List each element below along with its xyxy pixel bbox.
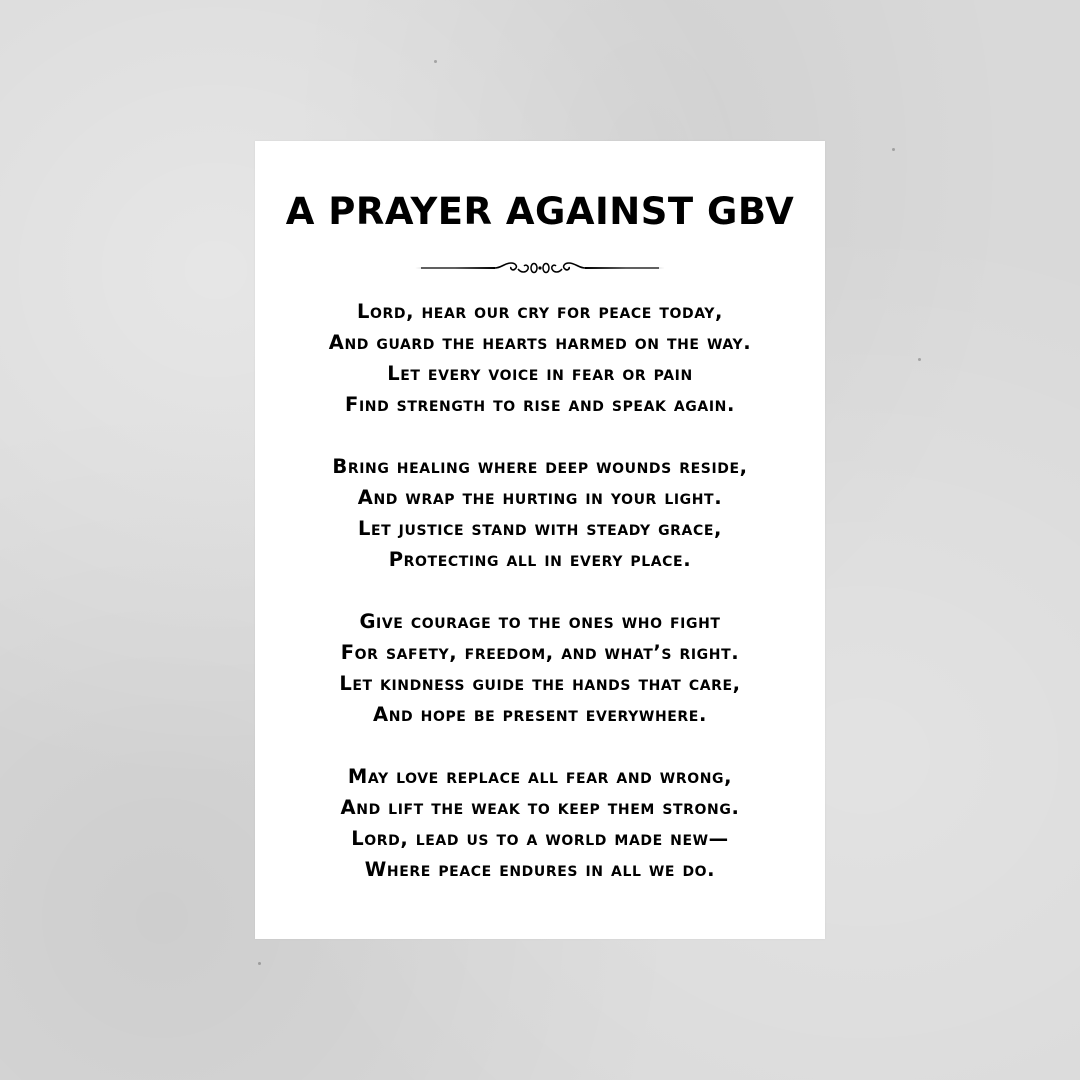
poem-line: Where peace endures in all we do. [364, 858, 716, 881]
poem [255, 296, 825, 916]
poem-line: For safety, freedom, and what’s right. [340, 641, 740, 664]
stanza-2 [255, 451, 825, 575]
poem-line: Lord, hear our cry for peace today, [356, 300, 724, 323]
stanza-4 [255, 761, 825, 885]
poem-line: Let kindness guide the hands that care, [339, 672, 741, 695]
paper-speck [434, 60, 437, 63]
poem-line: May love replace all fear and wrong, [347, 765, 733, 788]
poem-line: And guard the hearts harmed on the way. [328, 331, 752, 354]
poem-line: Let every voice in fear or pain [387, 362, 693, 385]
poem-line: Find strength to rise and speak again. [345, 393, 735, 416]
paper-speck [918, 358, 921, 361]
stanza-3 [255, 606, 825, 730]
poem-line: And hope be present everywhere. [373, 703, 707, 726]
flourish-divider-icon [415, 257, 665, 279]
stanza-1 [255, 296, 825, 420]
poem-line: And lift the weak to keep them strong. [340, 796, 740, 819]
poem-line: Lord, lead us to a world made new— [351, 827, 729, 850]
poem-line: Bring healing where deep wounds reside, [332, 455, 748, 478]
poem-line: Give courage to the ones who fight [359, 610, 721, 633]
paper-speck [892, 148, 895, 151]
poem-line: Let justice stand with steady grace, [357, 517, 723, 540]
prayer-card [255, 141, 825, 939]
prayer-title: A PRAYER AGAINST GBV [285, 190, 795, 233]
poem-line: Protecting all in every place. [388, 548, 692, 571]
poem-line: And wrap the hurting in your light. [357, 486, 723, 509]
paper-speck [258, 962, 261, 965]
